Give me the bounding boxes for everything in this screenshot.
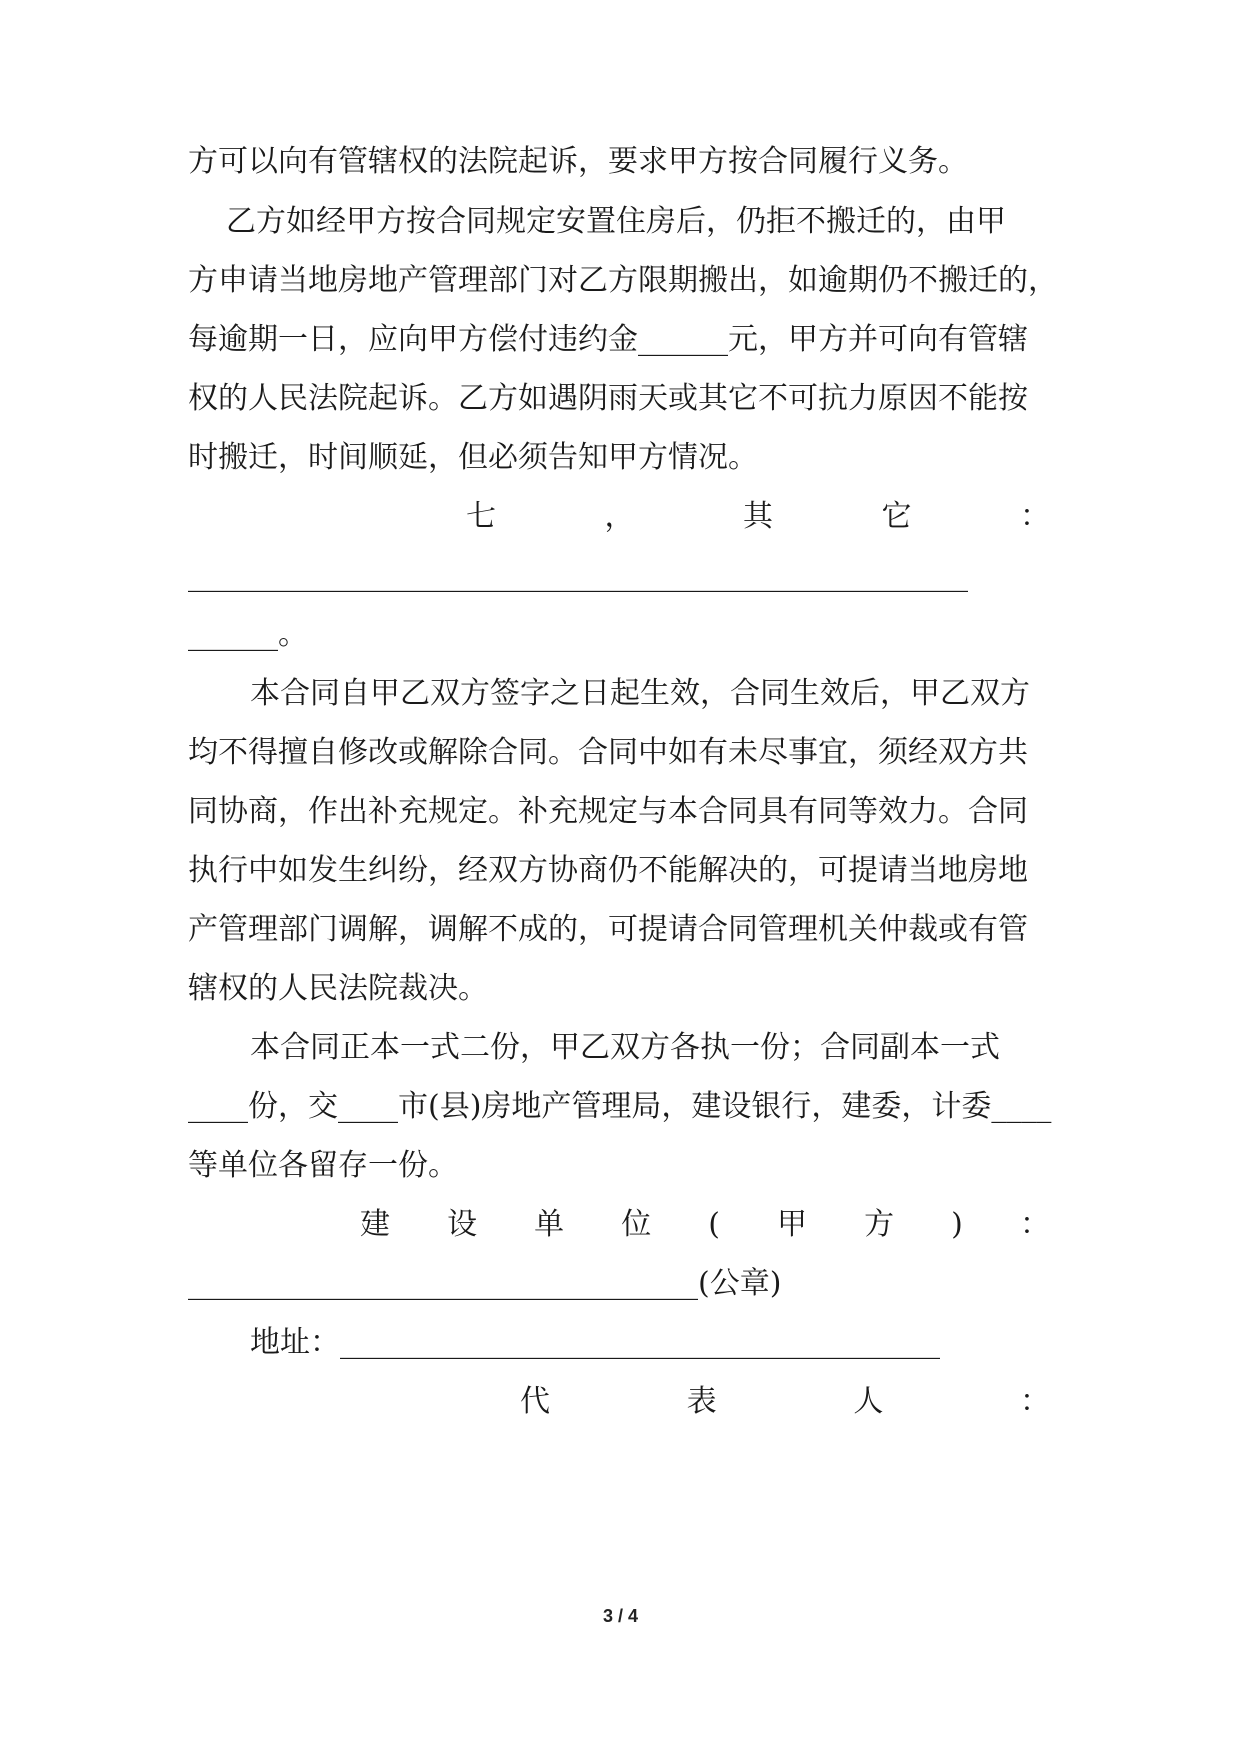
seal-line: __________________________________(公章): [188, 1266, 782, 1301]
label-char: 设: [447, 1207, 478, 1242]
paragraph-line: 本合同正本一式二份，甲乙双方各执一份；合同副本一式: [250, 1030, 1000, 1065]
paragraph-line: 执行中如发生纠纷，经双方协商仍不能解决的，可提请当地房地: [188, 853, 1028, 888]
paragraph-line: 本合同自甲乙双方签字之日起生效，合同生效后，甲乙双方: [250, 676, 1030, 711]
blank-line: ____________________________________________________: [188, 558, 968, 593]
paragraph-line: 每逾期一日，应向甲方偿付违约金______元，甲方并可向有管辖: [188, 322, 1028, 357]
blank-line-end: ______。: [188, 617, 308, 652]
party-a-label: [360, 1205, 1050, 1245]
paragraph-line: 产管理部门调解，调解不成的，可提请合同管理机关仲裁或有管: [188, 912, 1028, 947]
heading-char: 其: [743, 499, 773, 534]
label-char: ): [951, 1207, 963, 1242]
paragraph-line: 时搬迁，时间顺延，但必须告知甲方情况。: [188, 440, 758, 475]
paragraph-line: 乙方如经甲方按合同规定安置住房后，仍拒不搬迁的，由甲: [226, 204, 1006, 239]
address-line: 地址：________________________________________: [250, 1325, 940, 1360]
paragraph-line: 方可以向有管辖权的法院起诉，要求甲方按合同履行义务。: [188, 144, 968, 179]
heading-char: 七: [466, 499, 496, 534]
label-char: 甲: [777, 1207, 808, 1242]
paragraph-line: 辖权的人民法院裁决。: [188, 971, 488, 1006]
label-char: ：: [1019, 1384, 1050, 1419]
label-char: 人: [853, 1384, 884, 1419]
label-char: 代: [520, 1384, 550, 1419]
label-char: 位: [621, 1207, 652, 1242]
heading-char: 它: [881, 499, 912, 534]
heading-char: ，: [604, 499, 635, 534]
section-7-heading: [466, 497, 1050, 537]
label-char: (: [708, 1207, 720, 1242]
paragraph-line: 权的人民法院起诉。乙方如遇阴雨天或其它不可抗力原因不能按: [188, 381, 1028, 416]
paragraph-line: 等单位各留存一份。: [188, 1148, 458, 1183]
label-char: 建: [360, 1207, 390, 1242]
paragraph-line: 同协商，作出补充规定。补充规定与本合同具有同等效力。合同: [188, 794, 1028, 829]
heading-char: ：: [1020, 499, 1050, 534]
label-char: ：: [1019, 1207, 1050, 1242]
paragraph-line: 均不得擅自修改或解除合同。合同中如有未尽事宜，须经双方共: [188, 735, 1028, 770]
page-number: 3 / 4: [602, 1606, 639, 1626]
paragraph-line: ____份，交____市(县)房地产管理局，建设银行，建委，计委____: [188, 1089, 1052, 1124]
label-char: 表: [686, 1384, 717, 1419]
label-char: 方: [864, 1207, 895, 1242]
representative-label: [520, 1382, 1050, 1422]
label-char: 单: [534, 1207, 565, 1242]
paragraph-line: 方申请当地房地产管理部门对乙方限期搬出，如逾期仍不搬迁的，: [188, 263, 1058, 298]
